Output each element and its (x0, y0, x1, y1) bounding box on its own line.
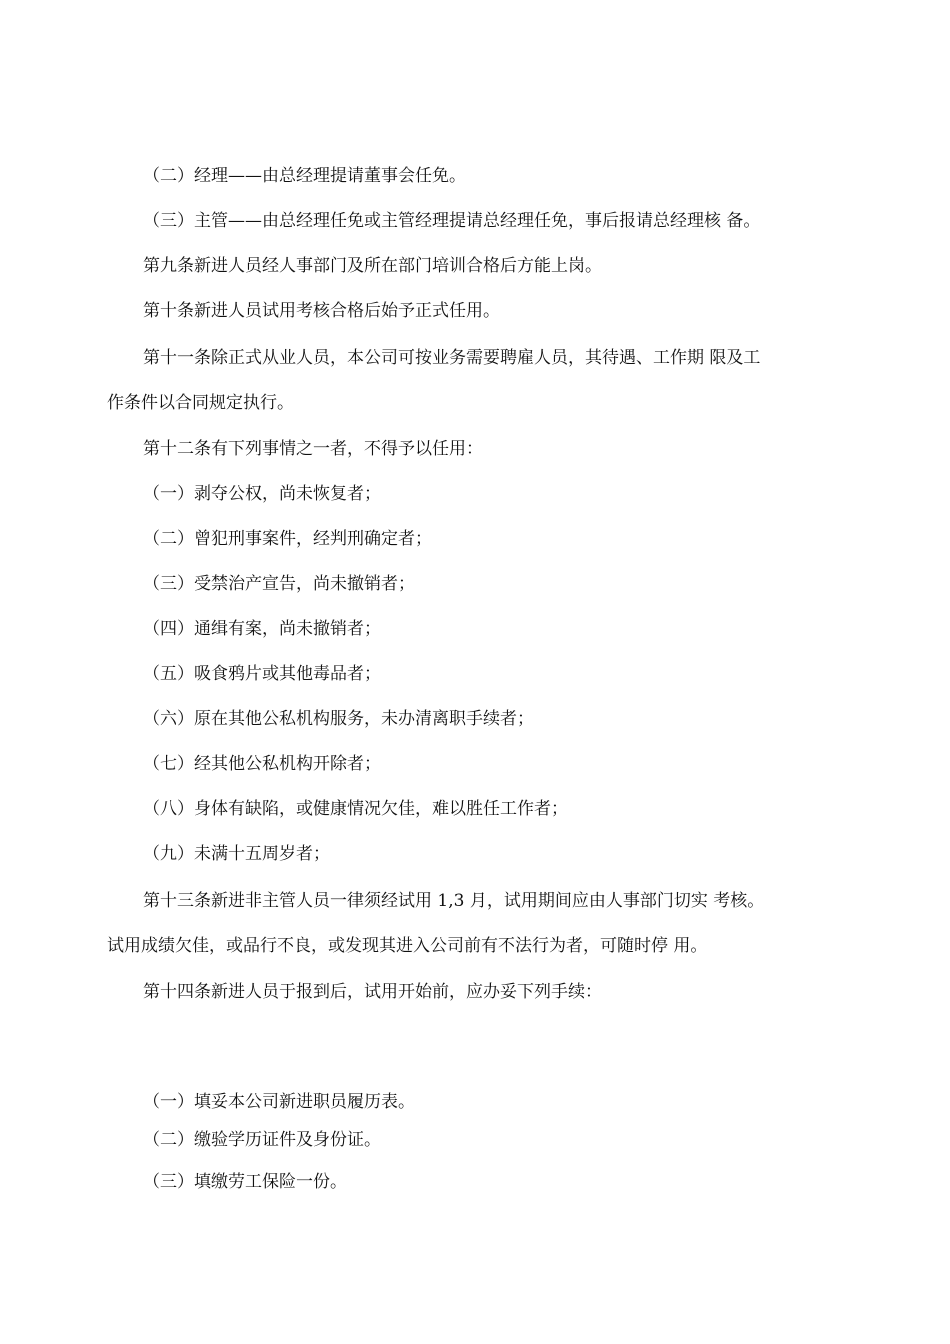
paragraph-line: 第十二条有下列事情之一者，不得予以任用： (143, 439, 483, 459)
paragraph-line: 第十三条新进非主管人员一律须经试用 1,3 月，试用期间应由人事部门切实 考核。 (143, 891, 765, 911)
list-item: （八）身体有缺陷，或健康情况欠佳，难以胜任工作者； (143, 799, 568, 819)
list-item: （四）通缉有案，尚未撤销者； (143, 619, 381, 639)
paragraph-line: 第九条新进人员经人事部门及所在部门培训合格后方能上岗。 (143, 256, 602, 276)
paragraph-line: （二）经理——由总经理提请董事会任免。 (143, 166, 466, 186)
list-item: （二）缴验学历证件及身份证。 (143, 1130, 381, 1150)
paragraph-line: 第十四条新进人员于报到后，试用开始前，应办妥下列手续： (143, 982, 602, 1002)
list-item: （一）剥夺公权，尚未恢复者； (143, 484, 381, 504)
list-item: （三）受禁治产宣告，尚未撤销者； (143, 574, 415, 594)
paragraph-line: 试用成绩欠佳，或品行不良，或发现其进入公司前有不法行为者，可随时停 用。 (107, 936, 708, 956)
list-item: （三）填缴劳工保险一份。 (143, 1172, 347, 1192)
list-item: （六）原在其他公私机构服务，未办清离职手续者； (143, 709, 534, 729)
paragraph-line: （三）主管——由总经理任免或主管经理提请总经理任免，事后报请总经理核 备。 (143, 211, 761, 231)
paragraph-line: 第十一条除正式从业人员，本公司可按业务需要聘雇人员，其待遇、工作期 限及工 (143, 348, 761, 368)
list-item: （二）曾犯刑事案件，经判刑确定者； (143, 529, 432, 549)
list-item: （一）填妥本公司新进职员履历表。 (143, 1092, 415, 1112)
list-item: （七）经其他公私机构开除者； (143, 754, 381, 774)
list-item: （五）吸食鸦片或其他毒品者； (143, 664, 381, 684)
list-item: （九）未满十五周岁者； (143, 844, 330, 864)
paragraph-line: 第十条新进人员试用考核合格后始予正式任用。 (143, 301, 500, 321)
paragraph-line: 作条件以合同规定执行。 (107, 393, 294, 413)
